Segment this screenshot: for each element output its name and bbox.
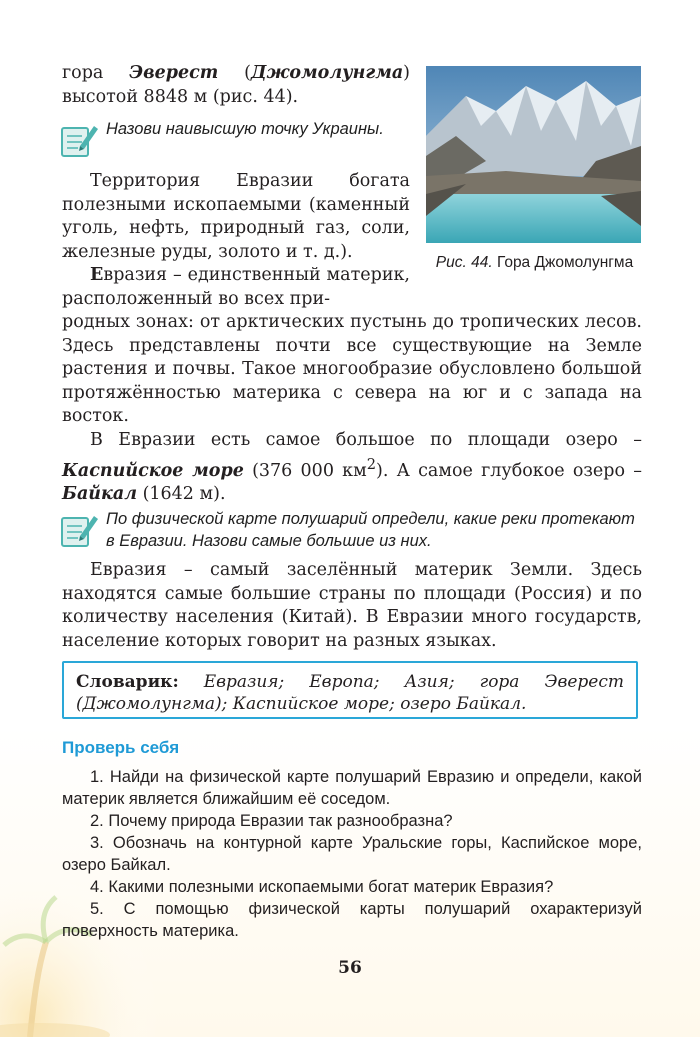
question-item: 4. Какими полезными ископаемыми богат материк Евразия?	[90, 878, 554, 896]
question-item: 2. Почему природа Евразии так разнообразна?	[90, 812, 453, 830]
lakes-paragraph	[62, 429, 642, 506]
everest-photo	[426, 66, 641, 243]
dictionary-terms: Евразия; Европа; Азия; гора Эверест (Джомолунгма); Каспийское море; озеро Байкал.	[76, 672, 624, 714]
task-text: По физической карте полушарий определи, какие реки протекают в Евразии. Назови самые большие из них.	[106, 510, 635, 550]
question-item: 1. Найди на физической карте полушарий Евразию и определи, какой материк является ближайшим её соседом.	[62, 768, 642, 808]
intro-paragraph	[62, 62, 410, 109]
text-fragment: (1642 м).	[137, 483, 226, 504]
caption-text: Гора Джомолунгма	[492, 254, 634, 271]
dictionary-box	[62, 661, 638, 719]
zones-paragraph: родных зонах: от арктических пустынь до тропических лесов. Здесь представлены почти все существующие на Земле растения и почвы. Такое многообразие обусловлено большой протяжённостью материка с севера на юг и с запада на восток.	[62, 312, 642, 426]
text-fragment: гора	[62, 63, 130, 83]
text-fragment: (376 000 км	[243, 460, 367, 481]
task-text: Назови наивысшую точку Украины.	[106, 120, 384, 138]
text-fragment: (	[218, 63, 251, 83]
question-item: 3. Обозначь на контурной карте Уральские горы, Каспийское море, озеро Байкал.	[62, 834, 642, 874]
term-everest: Эверест	[129, 63, 219, 83]
self-check-title: Проверь себя	[62, 738, 180, 757]
zones-paragraph-start	[62, 264, 410, 311]
caption-label: Рис. 44.	[435, 254, 493, 271]
term-baikal: Байкал	[62, 483, 138, 504]
task-block-highest-point	[60, 118, 418, 166]
figure-caption	[432, 253, 637, 273]
text-fragment: ). А самое глубокое озеро –	[376, 460, 642, 481]
page-number: 56	[338, 958, 362, 978]
term-caspian-sea: Каспийское море	[62, 460, 244, 481]
text-fragment: В Евразии есть самое большое по площади озеро –	[90, 430, 642, 450]
question-item: 5. С помощью физической карты полушарий охарактеризуй поверхность материка.	[62, 900, 642, 940]
text-fragment: вразия – единственный материк, расположенный во всех при-	[62, 265, 410, 309]
term-eurasia: Е	[90, 265, 104, 285]
task-block-rivers	[60, 508, 642, 556]
pencil-notebook-icon	[60, 120, 100, 160]
pencil-notebook-icon	[60, 510, 100, 550]
minerals-paragraph: Территория Евразии богата полезными ископаемыми (каменный уголь, нефть, природный газ, соли, железные руды, золото и т. д.).	[62, 171, 410, 262]
text-fragment: ) высотой 8848 м (рис. 44).	[62, 63, 410, 107]
population-paragraph: Евразия – самый заселённый материк Земли. Здесь находятся самые большие страны по площади (Россия) и по количеству населения (Китай). В Евразии много государств, население которых говорит на разных языках.	[62, 560, 642, 651]
superscript: 2	[366, 455, 377, 473]
dictionary-label: Словарик:	[76, 672, 179, 692]
term-jomolungma: Джомолунгма	[250, 63, 404, 83]
